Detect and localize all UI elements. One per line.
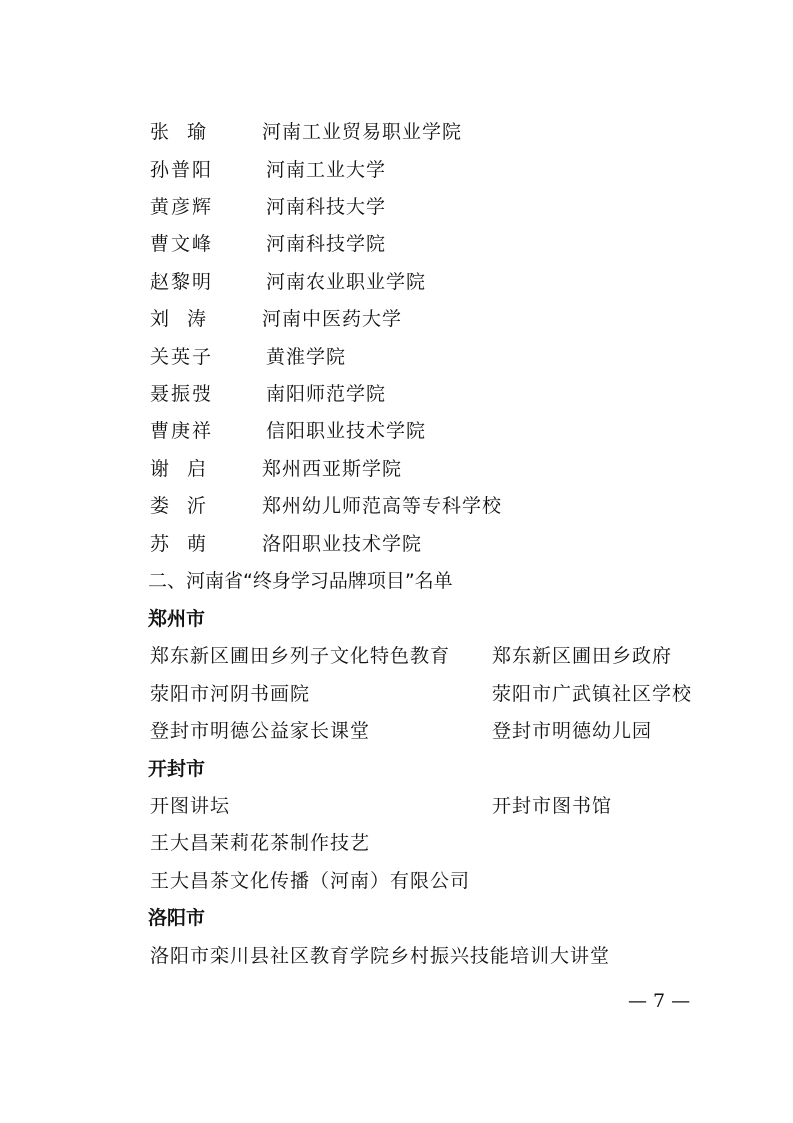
city-heading: 洛阳市 bbox=[148, 907, 206, 929]
person-name: 聂振弢 bbox=[150, 383, 214, 405]
person-name: 娄 沂 bbox=[150, 495, 213, 517]
project-organizer: 登封市明德幼儿园 bbox=[492, 720, 653, 742]
person-name: 苏 萌 bbox=[150, 533, 213, 555]
project-name: 洛阳市栾川县社区教育学院乡村振兴技能培训大讲堂 bbox=[150, 945, 611, 967]
person-institution: 黄淮学院 bbox=[266, 346, 347, 368]
person-institution: 郑州幼儿师范高等专科学校 bbox=[262, 495, 503, 517]
project-name: 荥阳市河阴书画院 bbox=[150, 683, 311, 705]
person-name: 赵黎明 bbox=[150, 271, 214, 293]
person-name: 刘 涛 bbox=[150, 308, 213, 330]
project-organizer: 王大昌茶文化传播（河南）有限公司 bbox=[150, 870, 471, 892]
person-institution: 信阳职业技术学院 bbox=[266, 420, 427, 442]
project-name: 开图讲坛 bbox=[150, 795, 231, 817]
person-name: 关英子 bbox=[150, 346, 214, 368]
person-institution: 河南科技学院 bbox=[266, 233, 387, 255]
person-institution: 河南工业贸易职业学院 bbox=[262, 121, 463, 143]
person-institution: 河南中医药大学 bbox=[262, 308, 403, 330]
page-number: — 7 — bbox=[628, 990, 691, 1012]
person-name: 谢 启 bbox=[150, 458, 213, 480]
person-name: 张 瑜 bbox=[150, 121, 213, 143]
person-institution: 南阳师范学院 bbox=[266, 383, 387, 405]
person-name: 孙普阳 bbox=[150, 159, 214, 181]
project-name: 王大昌茉莉花茶制作技艺 bbox=[150, 832, 371, 854]
person-institution: 河南科技大学 bbox=[266, 196, 387, 218]
person-institution: 洛阳职业技术学院 bbox=[262, 533, 423, 555]
person-institution: 河南工业大学 bbox=[266, 159, 387, 181]
project-name: 登封市明德公益家长课堂 bbox=[150, 720, 371, 742]
person-institution: 河南农业职业学院 bbox=[266, 271, 427, 293]
person-institution: 郑州西亚斯学院 bbox=[262, 458, 403, 480]
person-name: 黄彦辉 bbox=[150, 196, 214, 218]
city-heading: 开封市 bbox=[148, 758, 206, 780]
section-title: 二、河南省“终身学习品牌项目”名单 bbox=[148, 570, 453, 592]
project-name: 郑东新区圃田乡列子文化特色教育 bbox=[150, 645, 451, 667]
person-name: 曹文峰 bbox=[150, 233, 214, 255]
project-organizer: 开封市图书馆 bbox=[492, 795, 613, 817]
project-organizer: 荥阳市广武镇社区学校 bbox=[492, 683, 693, 705]
city-heading: 郑州市 bbox=[148, 608, 206, 630]
person-name: 曹庚祥 bbox=[150, 420, 214, 442]
project-organizer: 郑东新区圃田乡政府 bbox=[492, 645, 673, 667]
